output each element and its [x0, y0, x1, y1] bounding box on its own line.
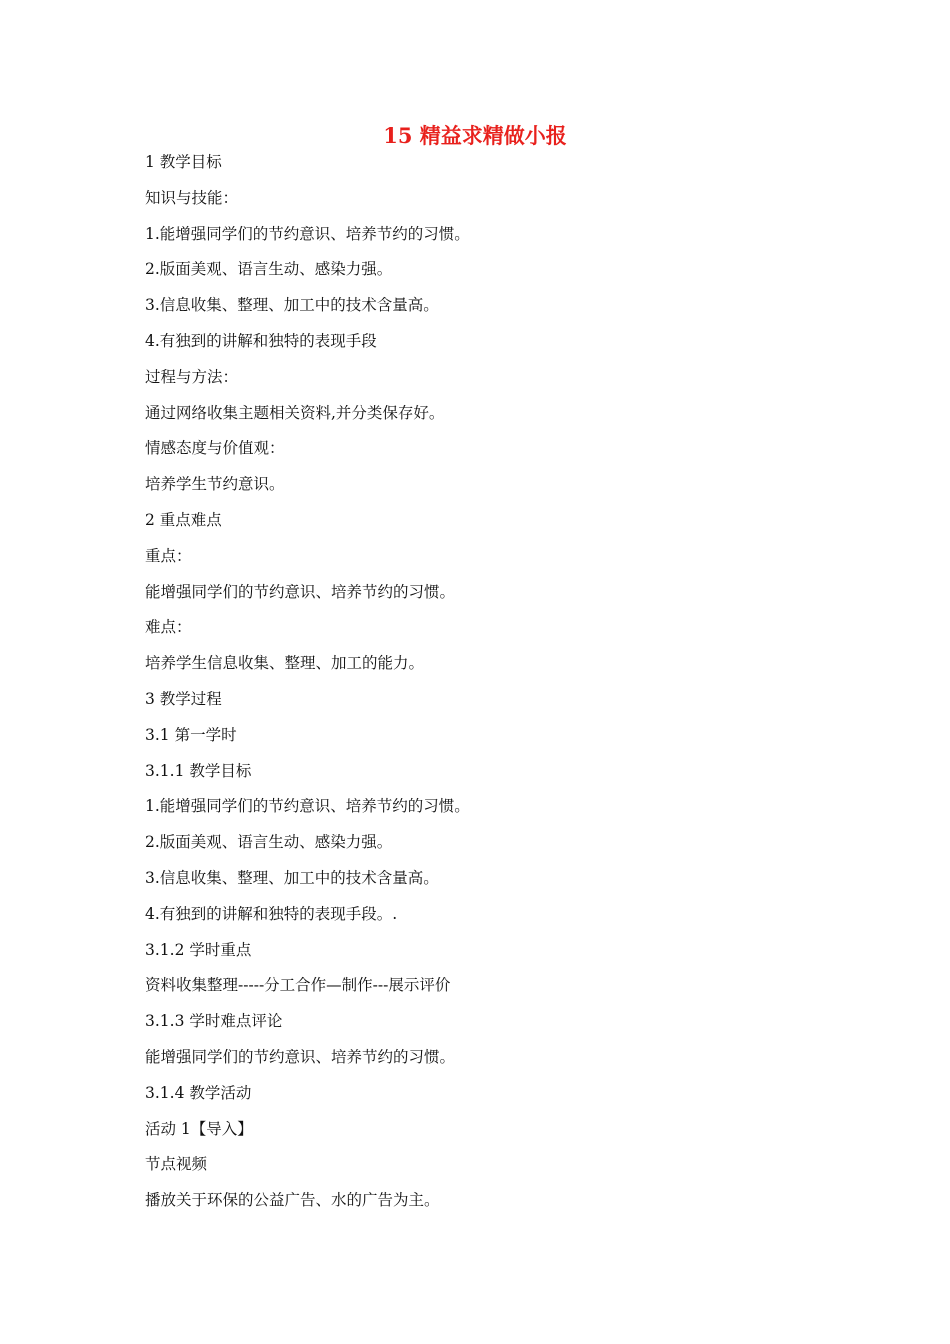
heading-teaching-activities: 3.1.4 教学活动	[145, 1083, 252, 1102]
subheading-difficult-points: 难点：	[145, 618, 192, 637]
document-body	[145, 150, 825, 1224]
list-item: 2.版面美观、语言生动、感染力强。	[145, 833, 393, 852]
list-item: 4.有独到的讲解和独特的表现手段。.	[145, 904, 398, 923]
paragraph: 培养学生节约意识。	[145, 475, 285, 494]
heading-teaching-goals: 1 教学目标	[145, 153, 222, 171]
activity-title: 活动 1【导入】	[145, 1119, 253, 1138]
subheading-knowledge-skills: 知识与技能：	[145, 188, 239, 207]
paragraph: 能增强同学们的节约意识、培养节约的习惯。	[145, 582, 456, 601]
list-item: 1.能增强同学们的节约意识、培养节约的习惯。	[145, 797, 470, 816]
heading-period-difficult-points: 3.1.3 学时难点评论	[145, 1012, 283, 1031]
list-item: 3.信息收集、整理、加工中的技术含量高。	[145, 868, 439, 887]
paragraph: 培养学生信息收集、整理、加工的能力。	[145, 654, 425, 673]
subheading-attitude-values: 情感态度与价值观：	[145, 439, 285, 458]
list-item: 4.有独到的讲解和独特的表现手段	[145, 331, 377, 350]
heading-first-period: 3.1 第一学时	[145, 725, 237, 744]
paragraph: 能增强同学们的节约意识、培养节约的习惯。	[145, 1047, 456, 1066]
paragraph: 资料收集整理-----分工合作—制作---展示评价	[145, 976, 451, 995]
list-item: 2.版面美观、语言生动、感染力强。	[145, 260, 393, 279]
document-title: 15 精益求精做小报	[383, 123, 567, 148]
heading-key-difficult-points: 2 重点难点	[145, 510, 222, 529]
heading-teaching-process: 3 教学过程	[145, 689, 222, 708]
paragraph: 通过网络收集主题相关资料,并分类保存好。	[145, 403, 445, 422]
list-item: 3.信息收集、整理、加工中的技术含量高。	[145, 296, 439, 315]
heading-period-goals: 3.1.1 教学目标	[145, 761, 252, 780]
list-item: 1.能增强同学们的节约意识、培养节约的习惯。	[145, 224, 470, 243]
subheading-key-points: 重点：	[145, 546, 192, 565]
subheading-process-methods: 过程与方法：	[145, 367, 239, 386]
node-label: 节点视频	[145, 1155, 208, 1174]
heading-period-key-points: 3.1.2 学时重点	[145, 940, 252, 959]
paragraph: 播放关于环保的公益广告、水的广告为主。	[145, 1191, 440, 1210]
